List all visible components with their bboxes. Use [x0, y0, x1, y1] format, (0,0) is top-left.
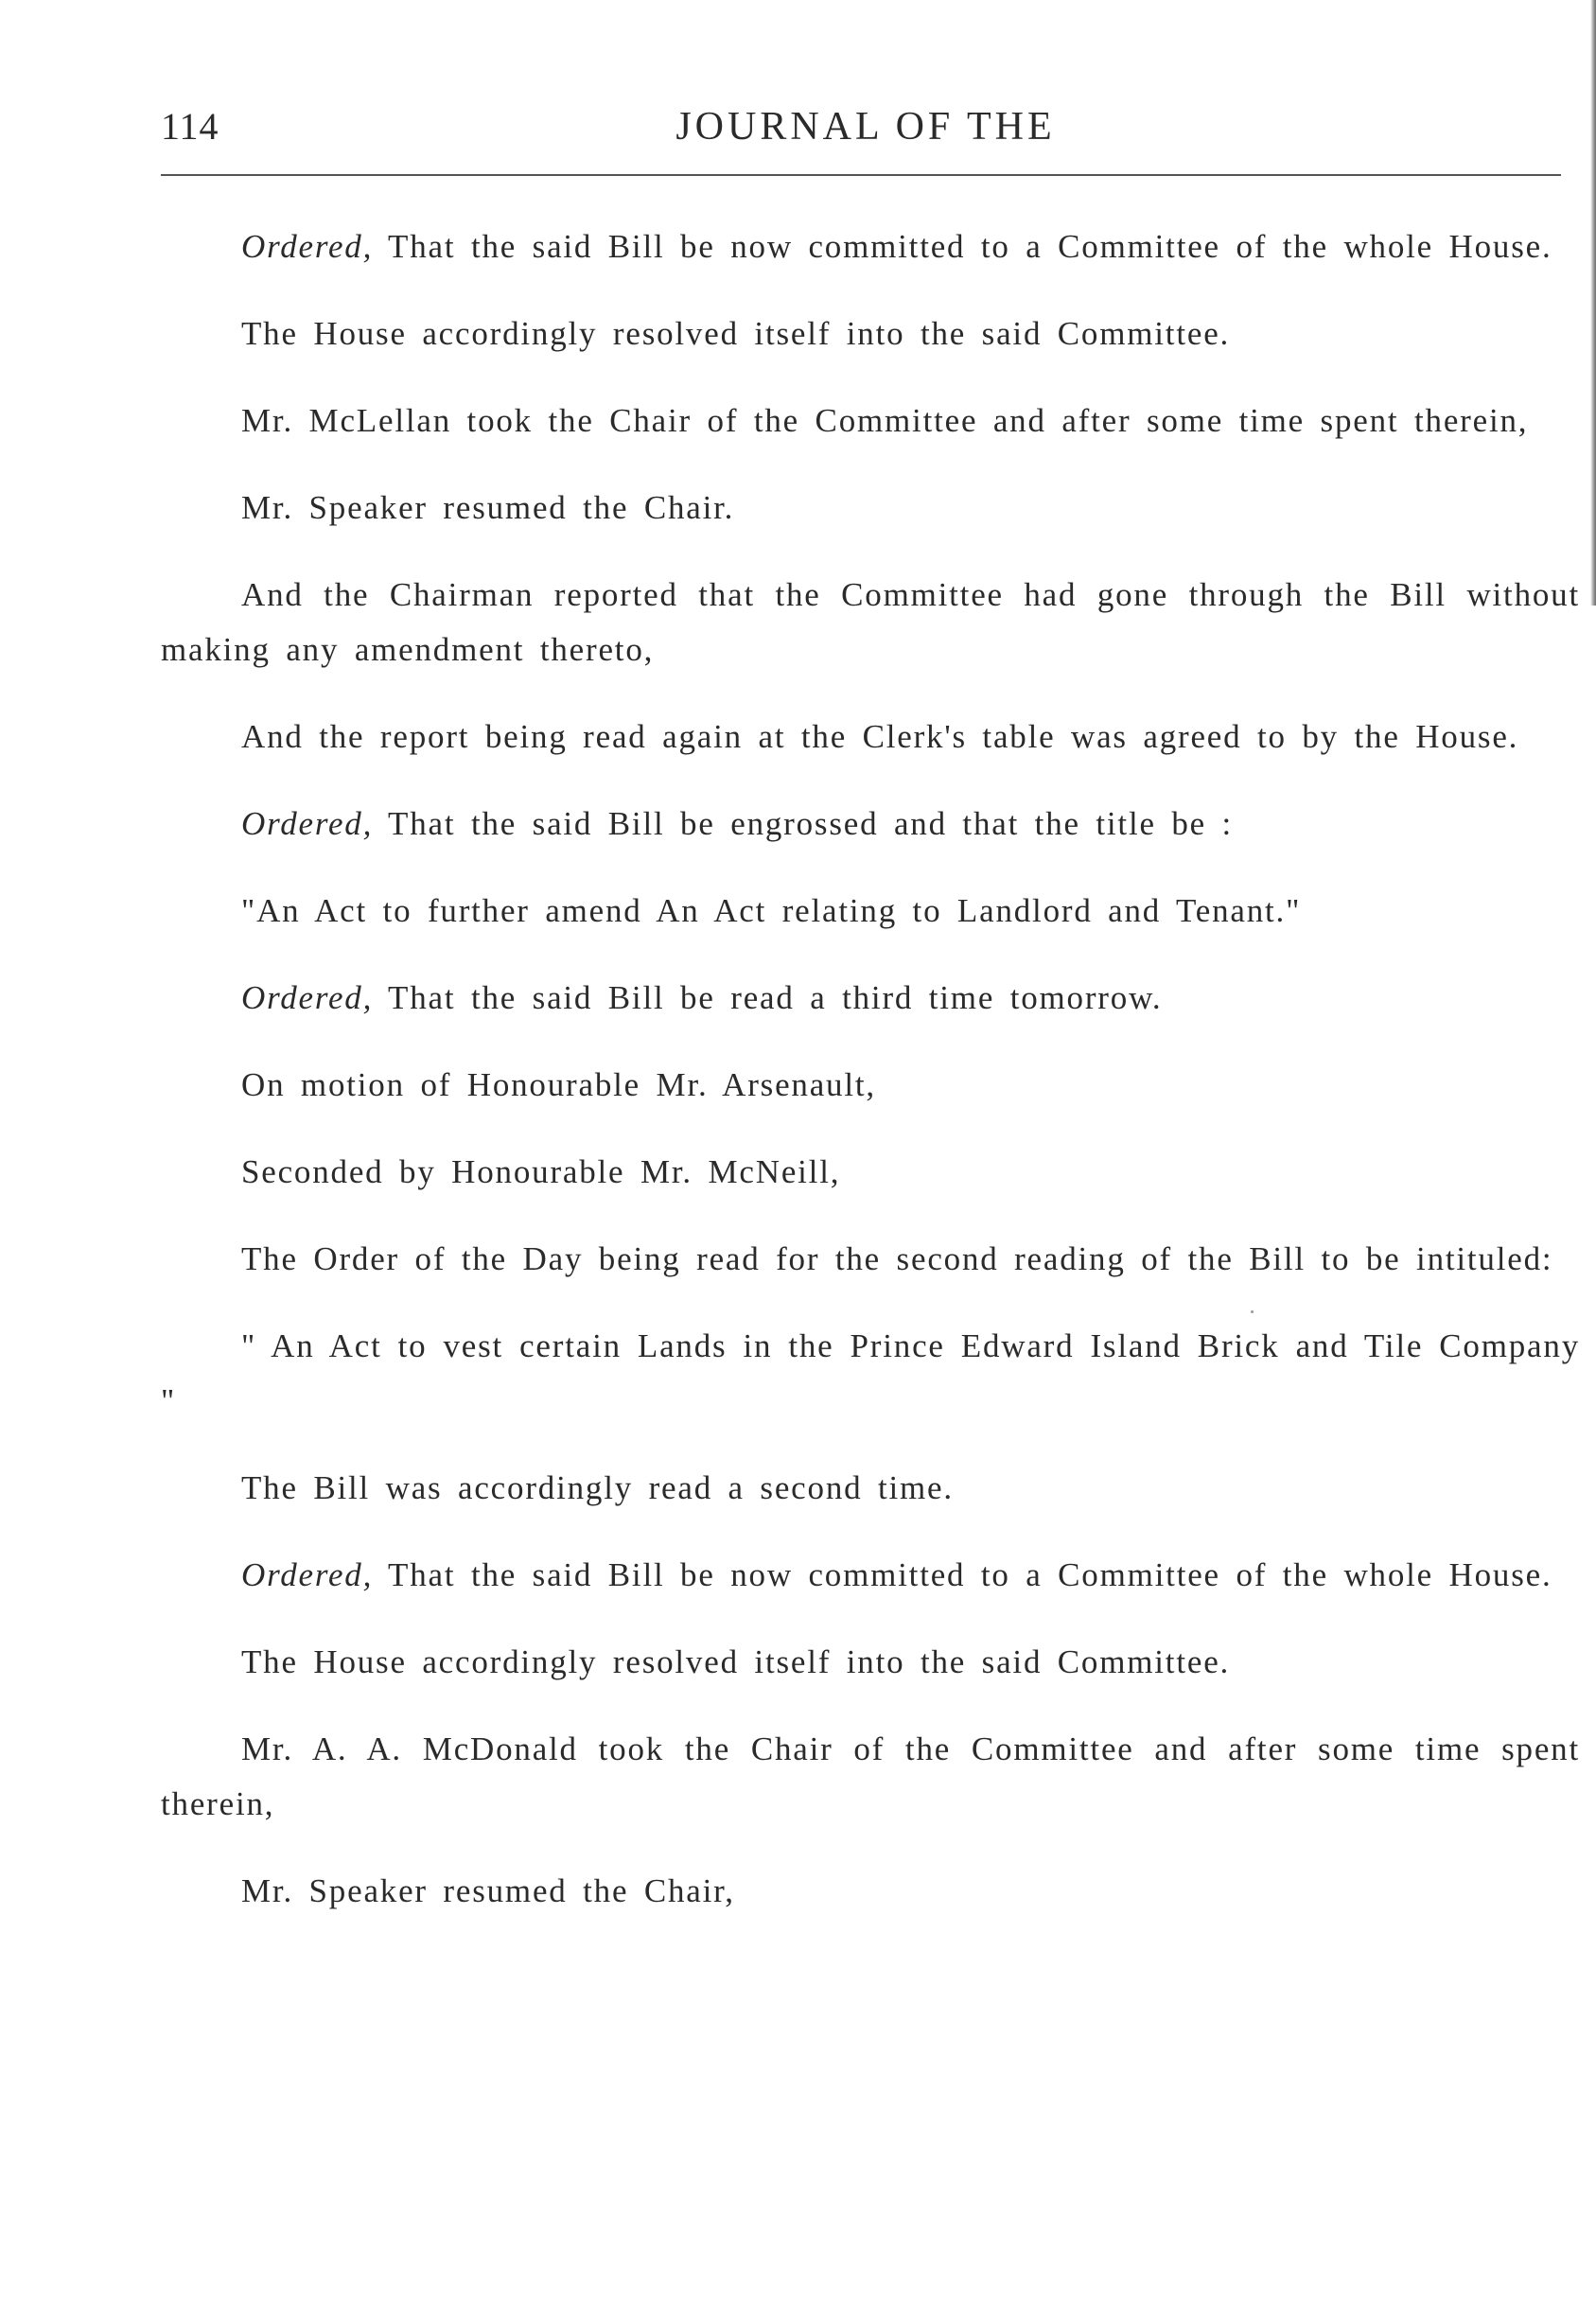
paragraph	[161, 971, 1580, 1026]
paragraph	[161, 884, 1580, 939]
paragraph-text: Mr. Speaker resumed the Chair.	[241, 489, 735, 526]
paragraph-lead: Ordered,	[241, 228, 374, 265]
running-head: JOURNAL OF THE	[675, 105, 1056, 149]
page-header	[161, 104, 1570, 170]
header-rule	[161, 174, 1561, 176]
paragraph-text: Mr. McLellan took the Chair of the Committee and after some time spent therein,	[241, 402, 1529, 439]
paragraph-text: Seconded by Honourable Mr. McNeill,	[241, 1153, 841, 1190]
paragraph-lead: Ordered,	[241, 1556, 374, 1593]
scan-edge-shadow	[1590, 0, 1596, 606]
paragraph	[161, 797, 1580, 852]
paragraph	[161, 1864, 1580, 1919]
page-number: 114	[161, 105, 219, 148]
paragraph-lead: Ordered,	[241, 979, 374, 1016]
paragraph-text: Mr. A. A. McDonald took the Chair of the Committee and after some time spent therein,	[161, 1730, 1580, 1822]
paragraph	[161, 1461, 1580, 1516]
paragraph	[161, 1232, 1580, 1287]
paragraph	[161, 1145, 1580, 1200]
paragraph	[161, 1058, 1580, 1113]
paragraph	[161, 568, 1580, 677]
paragraph-text: " An Act to vest certain Lands in the Prince Edward Island Brick and Tile Company "	[161, 1327, 1580, 1419]
journal-body	[161, 220, 1580, 1951]
paragraph	[161, 307, 1580, 361]
paragraph-text: The Order of the Day being read for the second reading of the Bill to be intituled:	[241, 1240, 1553, 1277]
paragraph	[161, 481, 1580, 536]
paragraph-lead: Ordered,	[241, 805, 374, 842]
paragraph-text: That the said Bill be read a third time tomorrow.	[373, 979, 1163, 1016]
paragraph	[161, 1635, 1580, 1690]
paragraph	[161, 1548, 1580, 1603]
paragraph-text: That the said Bill be engrossed and that the title be :	[373, 805, 1234, 842]
paragraph	[161, 710, 1580, 764]
paragraph-text: That the said Bill be now committed to a Committee of the whole House.	[373, 228, 1552, 265]
paragraph	[161, 220, 1580, 274]
paragraph-text: The House accordingly resolved itself into the said Committee.	[241, 1643, 1231, 1680]
paragraph	[161, 1319, 1580, 1429]
paragraph-text: On motion of Honourable Mr. Arsenault,	[241, 1066, 876, 1103]
paragraph-text: Mr. Speaker resumed the Chair,	[241, 1872, 735, 1909]
scan-speck	[1251, 1310, 1254, 1313]
paragraph-text: The House accordingly resolved itself into the said Committee.	[241, 315, 1231, 352]
paragraph-text: "An Act to further amend An Act relating to Landlord and Tenant."	[241, 892, 1302, 929]
paragraph	[161, 394, 1580, 448]
paragraph-text: That the said Bill be now committed to a Committee of the whole House.	[373, 1556, 1552, 1593]
paragraph	[161, 1722, 1580, 1832]
paragraph-text: The Bill was accordingly read a second time.	[241, 1469, 954, 1506]
paragraph-text: And the Chairman reported that the Committee had gone through the Bill without making any amendment thereto,	[161, 576, 1580, 668]
paragraph-text: And the report being read again at the Clerk's table was agreed to by the House.	[241, 718, 1519, 755]
